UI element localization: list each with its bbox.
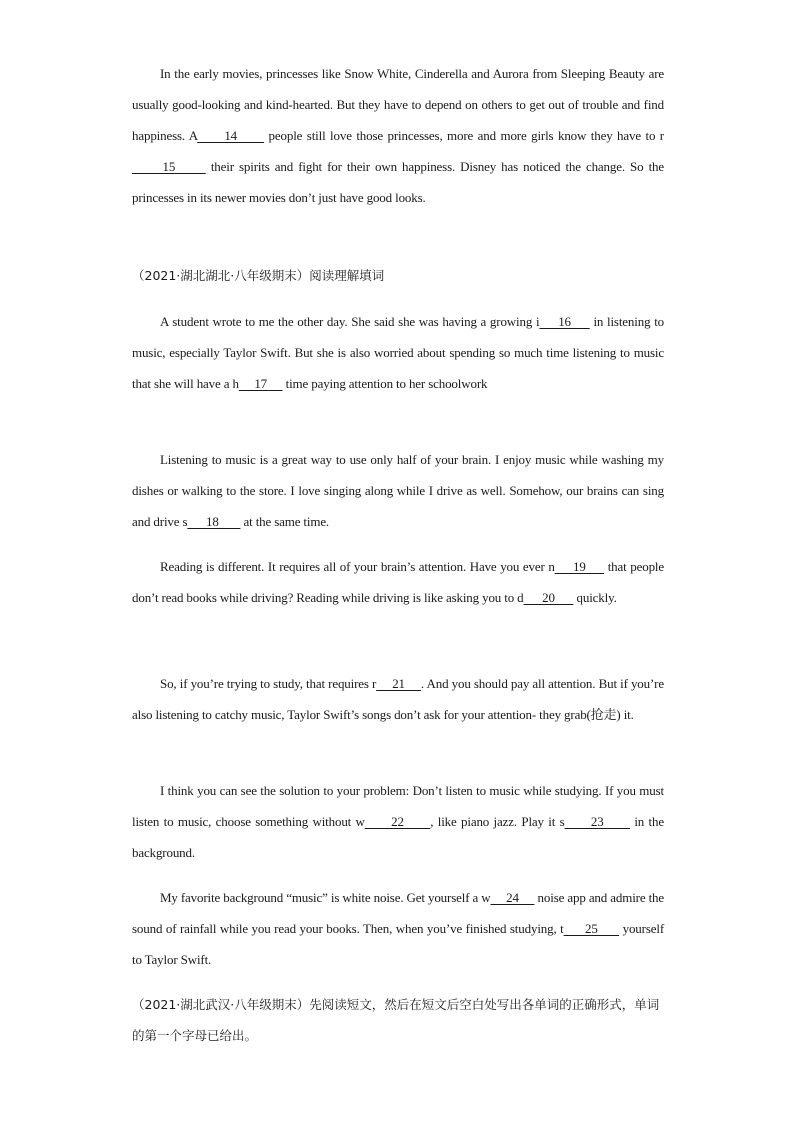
section-heading-1: （2021·湖北湖北·八年级期末）阅读理解填词 bbox=[132, 268, 385, 283]
text-run: noise app and admire the sound of rainfall while you read your books. Then, when you’ve finished studying, t bbox=[132, 890, 665, 936]
answer-blank: 23 bbox=[564, 814, 630, 829]
answer-blank: 14 bbox=[197, 128, 265, 143]
answer-blank: 21 bbox=[376, 676, 421, 691]
passage-1-paragraph-1 bbox=[132, 58, 664, 213]
answer-blank: 15 bbox=[132, 159, 206, 174]
passage-2-paragraph-4 bbox=[132, 668, 664, 730]
text-run: yourself to Taylor Swift. bbox=[132, 921, 665, 967]
passage-2-paragraph-3 bbox=[132, 551, 664, 613]
section-heading-2: （2021·湖北武汉·八年级期末）先阅读短文，然后在短文后空白处写出各单词的正确形式，单词的第一个字母已给出。 bbox=[132, 997, 660, 1043]
answer-blank: 17 bbox=[238, 376, 283, 391]
passage-2-paragraph-1 bbox=[132, 306, 664, 399]
answer-blank: 19 bbox=[554, 559, 605, 574]
text-run: people still love those princesses, more and more girls know they have to r bbox=[264, 128, 664, 143]
text-run: Reading is different. It requires all of your brain’s attention. Have you ever n bbox=[160, 559, 555, 574]
text-run: My favorite background “music” is white noise. Get yourself a w bbox=[160, 890, 491, 905]
text-run: , like piano jazz. Play it s bbox=[430, 814, 565, 829]
answer-blank: 24 bbox=[490, 890, 535, 905]
answer-blank: 22 bbox=[364, 814, 431, 829]
text-run: Listening to music is a great way to use only half of your brain. I enjoy music while washing my dishes or walking to the store. I love singing along while I drive as well. Somehow, our brains can sing and drive s bbox=[132, 452, 664, 529]
text-run: at the same time. bbox=[240, 514, 330, 529]
text-run: So, if you’re trying to study, that requires r bbox=[160, 676, 377, 691]
passage-2-paragraph-2 bbox=[132, 444, 664, 537]
text-run: in listening to music, especially Taylor Swift. But she is also worried about spending so much time listening to music that she will have a h bbox=[132, 314, 664, 391]
answer-blank: 16 bbox=[539, 314, 590, 329]
answer-blank: 18 bbox=[187, 514, 241, 529]
text-run: in the background. bbox=[132, 814, 664, 860]
text-run: A student wrote to me the other day. She said she was having a growing i bbox=[160, 314, 540, 329]
text-run: I think you can see the solution to your problem: Don’t listen to music while studying. If you must listen to music, choose something without w bbox=[132, 783, 664, 829]
text-run: time paying attention to her schoolwork bbox=[282, 376, 488, 391]
passage-2-paragraph-6 bbox=[132, 882, 664, 975]
text-run: In the early movies, princesses like Snow White, Cinderella and Aurora from Sleeping Beauty are usually good-looking and kind-hearted. But they have to depend on others to get out of trouble and find happiness. A bbox=[132, 66, 664, 143]
answer-blank: 25 bbox=[563, 921, 620, 936]
text-run: their spirits and fight for their own happiness. Disney has noticed the change. So the princesses in its newer movies don’t just have good looks. bbox=[132, 159, 665, 205]
answer-blank: 20 bbox=[523, 590, 574, 605]
text-run: quickly. bbox=[573, 590, 617, 605]
text-run: . And you should pay all attention. But if you’re also listening to catchy music, Taylor Swift’s songs don’t ask for your attention- they grab(抢走) it. bbox=[132, 676, 664, 722]
passage-2-paragraph-5 bbox=[132, 775, 664, 868]
text-run: that people don’t read books while driving? Reading while driving is like asking you to d bbox=[132, 559, 665, 605]
